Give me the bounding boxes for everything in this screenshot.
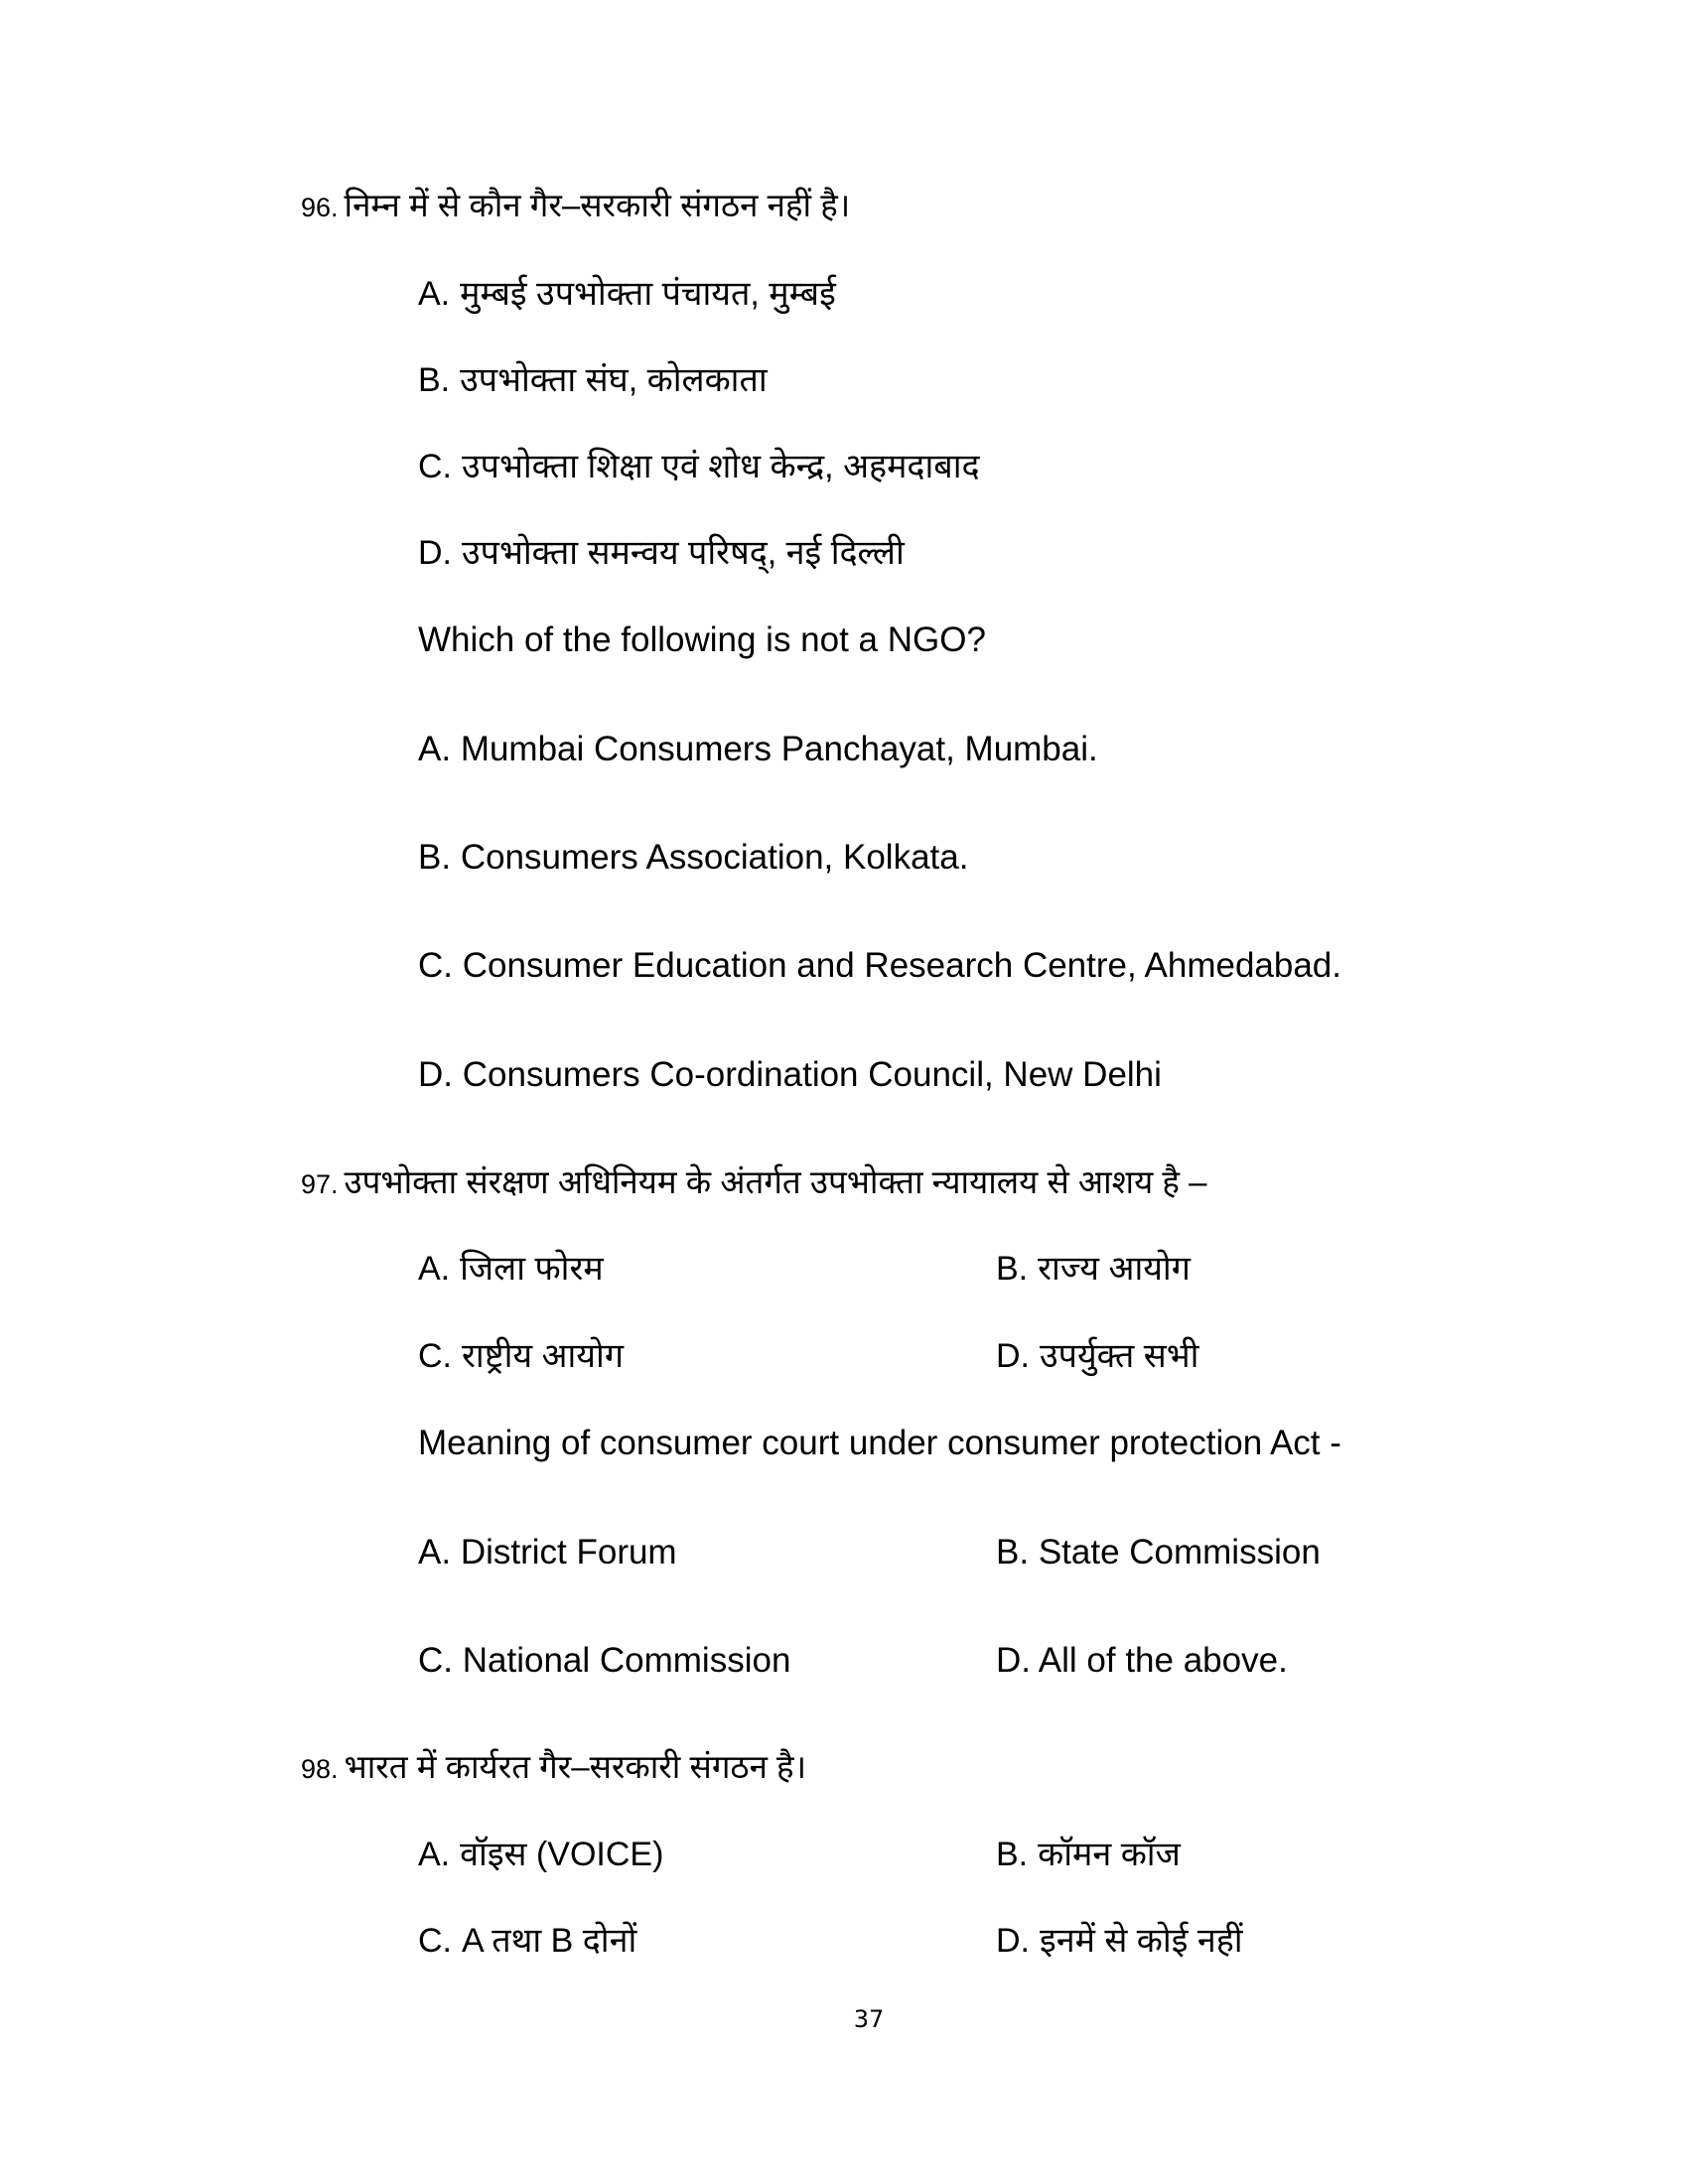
q96-hindi-option-d: D. उपभोक्ता समन्वय परिषद्, नई दिल्ली [418, 534, 905, 572]
question-98-hindi [301, 1750, 806, 1783]
q97-english-option-a: A. District Forum [418, 1533, 677, 1571]
q96-english-option-b: B. Consumers Association, Kolkata. [418, 838, 969, 877]
question-number: 97. [301, 1169, 339, 1199]
q97-hindi-option-b: B. राज्य आयोग [996, 1250, 1191, 1288]
question-text: भारत में कार्यरत गैर–सरकारी संगठन है। [344, 1748, 807, 1785]
q97-english-option-d: D. All of the above. [996, 1641, 1288, 1680]
q96-english-option-c: C. Consumer Education and Research Centre, Ahmedabad. [418, 946, 1341, 985]
q97-hindi-option-d: D. उपर्युक्त सभी [996, 1337, 1199, 1375]
q96-hindi-option-c: C. उपभोक्ता शिक्षा एवं शोध केन्द्र, अहमदाबाद [418, 448, 980, 485]
question-text: उपभोक्ता संरक्षण अधिनियम के अंतर्गत उपभोक्ता न्यायालय से आशय है – [344, 1163, 1207, 1200]
q98-hindi-option-a: A. वॉइस (VOICE) [418, 1836, 664, 1873]
q97-english-option-b: B. State Commission [996, 1533, 1321, 1571]
q97-hindi-option-a: A. जिला फोरम [418, 1250, 604, 1288]
question-97-hindi [301, 1165, 1206, 1198]
question-number: 96. [301, 193, 339, 222]
question-number: 98. [301, 1754, 339, 1784]
q96-english-option-d: D. Consumers Co-ordination Council, New Delhi [418, 1055, 1162, 1094]
question-96-hindi [301, 189, 850, 221]
q96-hindi-option-a: A. मुम्बई उपभोक्ता पंचायत, मुम्बई [418, 275, 836, 313]
question-text: निम्न में से कौन गैर–सरकारी संगठन नहीं है। [344, 187, 851, 223]
q96-hindi-option-b: B. उपभोक्ता संघ, कोलकाता [418, 361, 768, 399]
q96-english-question: Which of the following is not a NGO? [418, 620, 986, 659]
q98-hindi-option-d: D. इनमें से कोई नहीं [996, 1922, 1243, 1960]
page-number: 37 [853, 2005, 885, 2033]
q98-hindi-option-c: C. A तथा B दोनों [418, 1922, 637, 1960]
q96-english-option-a: A. Mumbai Consumers Panchayat, Mumbai. [418, 730, 1098, 768]
q97-english-option-c: C. National Commission [418, 1641, 791, 1680]
q97-hindi-option-c: C. राष्ट्रीय आयोग [418, 1337, 624, 1375]
q98-hindi-option-b: B. कॉमन कॉज [996, 1836, 1181, 1873]
q97-english-question: Meaning of consumer court under consumer protection Act - [418, 1424, 1341, 1462]
